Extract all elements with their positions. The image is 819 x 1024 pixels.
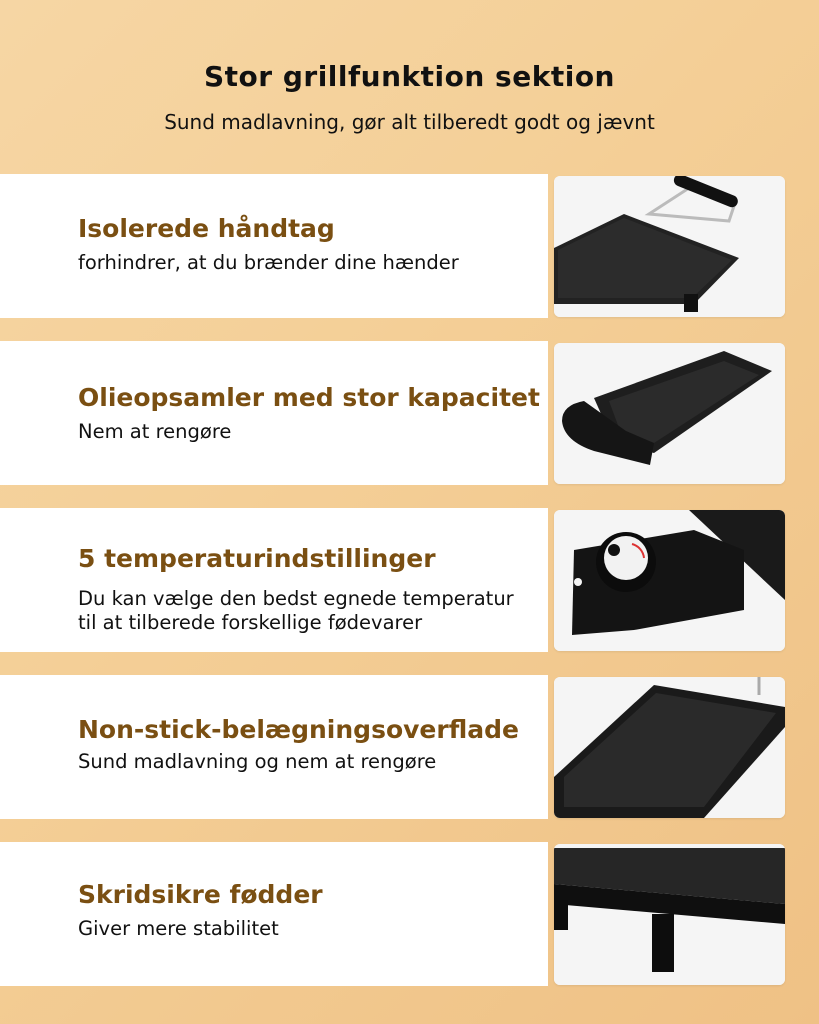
feature-row-handles bbox=[0, 174, 819, 318]
feature-card bbox=[0, 174, 548, 318]
grill-handle-photo bbox=[554, 176, 785, 317]
page-title: Stor grillfunktion sektion bbox=[204, 60, 615, 93]
feature-card bbox=[0, 508, 548, 652]
feature-description: Giver mere stabilitet bbox=[78, 917, 279, 940]
feature-card bbox=[0, 842, 548, 986]
feature-heading: Isolerede håndtag bbox=[78, 214, 335, 243]
feature-description: til at tilberede forskellige fødevarer bbox=[78, 611, 423, 634]
feature-description: forhindrer, at du brænder dine hænder bbox=[78, 251, 459, 274]
feature-row-nonstick bbox=[0, 675, 819, 819]
feature-description: Du kan vælge den bedst egnede temperatur bbox=[78, 587, 514, 610]
feature-row-temperature bbox=[0, 508, 819, 652]
temperature-dial-photo bbox=[554, 510, 785, 651]
feature-heading: Skridsikre fødder bbox=[78, 880, 323, 909]
feature-description: Nem at rengøre bbox=[78, 420, 232, 443]
feature-card bbox=[0, 675, 548, 819]
oil-tray-photo bbox=[554, 343, 785, 484]
header bbox=[0, 0, 819, 170]
feature-row-feet bbox=[0, 842, 819, 986]
feature-heading: 5 temperaturindstillinger bbox=[78, 544, 436, 573]
feature-description: Sund madlavning og nem at rengøre bbox=[78, 750, 437, 773]
page-subtitle: Sund madlavning, gør alt tilberedt godt og jævnt bbox=[164, 110, 655, 134]
feature-card bbox=[0, 341, 548, 485]
nonstick-surface-photo bbox=[554, 677, 785, 818]
feature-heading: Non-stick-belægningsoverflade bbox=[78, 715, 519, 744]
feature-heading: Olieopsamler med stor kapacitet bbox=[78, 383, 540, 412]
nonslip-feet-photo bbox=[554, 844, 785, 985]
feature-row-oil-tray bbox=[0, 341, 819, 485]
